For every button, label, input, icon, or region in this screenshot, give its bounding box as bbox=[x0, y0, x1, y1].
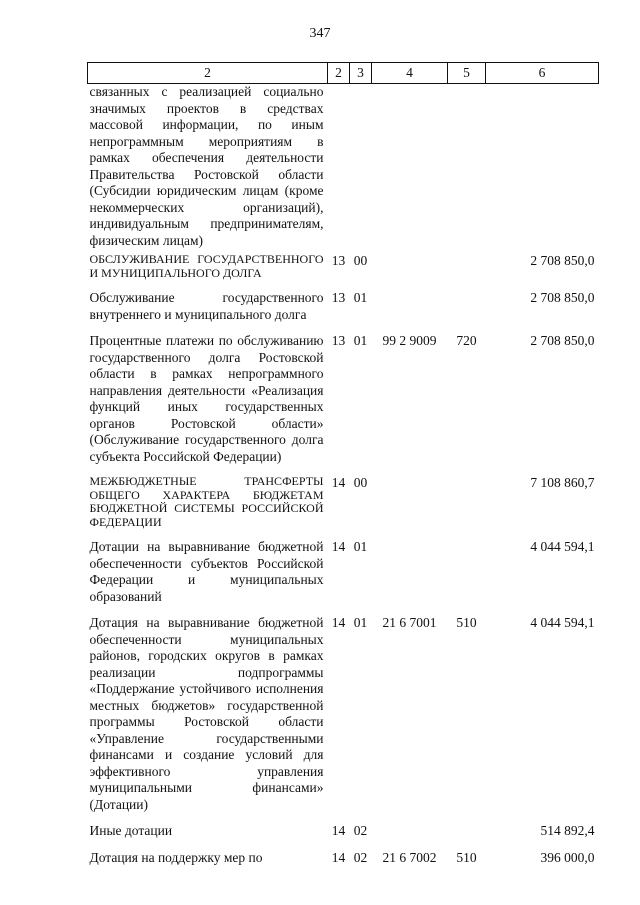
row-pr: 02 bbox=[353, 823, 368, 838]
row-pr: 01 bbox=[353, 290, 368, 305]
row-name: ОБСЛУЖИВАНИЕ ГОСУДАРСТВЕННОГО И МУНИЦИПАЛЬНОГО ДОЛГА bbox=[89, 252, 324, 280]
row-sum bbox=[486, 84, 599, 254]
table-row bbox=[88, 475, 599, 539]
row-pr: 01 bbox=[353, 615, 368, 630]
row-rz: 14 bbox=[331, 615, 346, 630]
row-pr: 00 bbox=[353, 253, 368, 268]
row-csr bbox=[372, 253, 448, 290]
row-csr: 21 6 7002 bbox=[382, 849, 437, 865]
row-sum: 2 708 850,0 bbox=[530, 333, 595, 348]
row-sum: 4 044 594,1 bbox=[530, 539, 595, 554]
row-csr bbox=[372, 475, 448, 539]
row-rz: 14 bbox=[331, 849, 346, 865]
row-pr: 01 bbox=[353, 539, 368, 554]
page-number: 347 bbox=[309, 26, 331, 41]
row-vr: 510 bbox=[456, 615, 477, 630]
row-rz: 13 bbox=[331, 290, 346, 305]
row-csr bbox=[372, 84, 448, 254]
row-name: Обслуживание государственного внутреннего и муниципального долга bbox=[89, 290, 324, 322]
row-vr: 510 bbox=[456, 849, 477, 865]
table-row bbox=[88, 290, 599, 333]
row-name: связанных с реализацией социально значимых проектов в средствах массовой информации, по иным непрограммным мероприятиям в рамках обеспечения деятельности Правительства Ростовской области (Субсидии юридическим лицам (кроме некоммерческих организаций), индивидуальным предпринимателям, физическим лицам) bbox=[89, 84, 324, 248]
row-csr bbox=[372, 290, 448, 333]
row-sum: 514 892,4 bbox=[540, 823, 595, 838]
row-rz: 13 bbox=[331, 333, 346, 348]
table-header bbox=[88, 63, 599, 84]
row-vr bbox=[448, 475, 486, 539]
table-row bbox=[88, 850, 599, 877]
header-cell-name: 2 bbox=[88, 63, 328, 84]
row-csr: 21 6 7001 bbox=[382, 615, 437, 630]
header-cell-csr: 4 bbox=[372, 63, 448, 84]
row-pr: 00 bbox=[353, 475, 368, 490]
header-cell-pr: 3 bbox=[350, 63, 372, 84]
table-row bbox=[88, 84, 599, 254]
row-name: Иные дотации bbox=[89, 823, 173, 838]
row-pr: 01 bbox=[353, 333, 368, 348]
header-cell-sum: 6 bbox=[486, 63, 599, 84]
row-sum: 4 044 594,1 bbox=[530, 615, 595, 630]
row-rz: 14 bbox=[331, 475, 346, 490]
table-row bbox=[88, 333, 599, 475]
row-pr bbox=[350, 84, 372, 254]
row-name: Дотация на поддержку мер по bbox=[89, 849, 263, 865]
row-vr bbox=[448, 84, 486, 254]
row-csr bbox=[372, 823, 448, 850]
row-sum: 2 708 850,0 bbox=[530, 290, 595, 305]
row-csr: 99 2 9009 bbox=[382, 333, 437, 348]
row-csr bbox=[372, 539, 448, 615]
table-row bbox=[88, 539, 599, 615]
row-rz: 13 bbox=[331, 253, 346, 268]
row-vr: 720 bbox=[456, 333, 477, 348]
row-sum: 396 000,0 bbox=[540, 849, 595, 865]
budget-table bbox=[87, 62, 599, 876]
row-vr bbox=[448, 823, 486, 850]
header-cell-vr: 5 bbox=[448, 63, 486, 84]
table-row bbox=[88, 823, 599, 850]
header-cell-rz: 2 bbox=[328, 63, 350, 84]
row-pr: 02 bbox=[353, 849, 368, 865]
row-vr bbox=[448, 253, 486, 290]
row-rz: 14 bbox=[331, 823, 346, 838]
row-name: Дотация на выравнивание бюджетной обеспеченности муниципальных районов, городских округов в рамках реализации подпрограммы «Поддержание устойчивого исполнения местных бюджетов» государственной программы Ростовской области «Управление государственными финансами и создание условий для эффективного управления муниципальными финансами» (Дотации) bbox=[89, 615, 324, 812]
table-row bbox=[88, 615, 599, 823]
row-vr bbox=[448, 290, 486, 333]
table-row bbox=[88, 253, 599, 290]
row-sum: 7 108 860,7 bbox=[530, 475, 595, 490]
row-rz: 14 bbox=[331, 539, 346, 554]
row-name: МЕЖБЮДЖЕТНЫЕ ТРАНСФЕРТЫ ОБЩЕГО ХАРАКТЕРА БЮДЖЕТАМ БЮДЖЕТНОЙ СИСТЕМЫ РОССИЙСКОЙ ФЕДЕРАЦИИ bbox=[89, 474, 324, 529]
row-name: Процентные платежи по обслуживанию государственного долга Ростовской области в рамках непрограммного направления деятельности «Реализация функций иных государственных органов Ростовской области» (Обслуживание государственного долга субъекта Российской Федерации) bbox=[89, 333, 324, 464]
row-vr bbox=[448, 539, 486, 615]
row-sum: 2 708 850,0 bbox=[530, 253, 595, 268]
row-rz bbox=[328, 84, 350, 254]
row-name: Дотации на выравнивание бюджетной обеспеченности субъектов Российской Федерации и муниципальных образований bbox=[89, 539, 324, 604]
